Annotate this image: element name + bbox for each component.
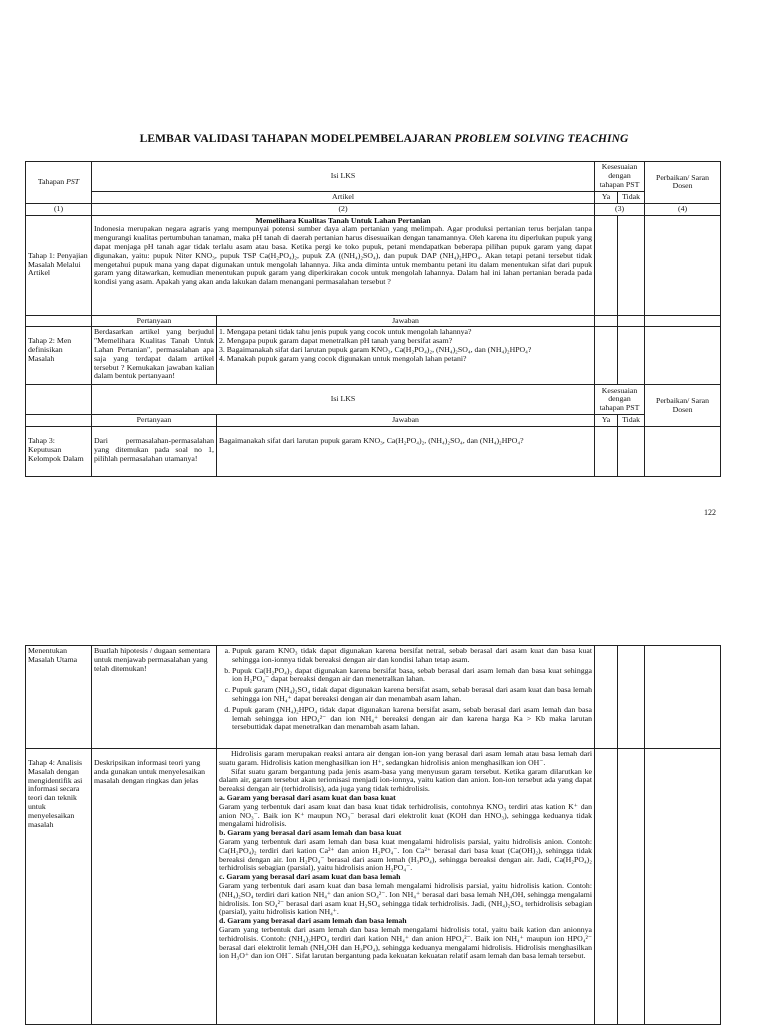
col-number-4: (4) — [645, 203, 721, 215]
tahap1-article — [92, 215, 595, 315]
hypothesis-item: b. Pupuk Ca(H₂PO₄)₂ dapat digunakan karena bersifat basa, sebab berasal dari asam lemah dan basa kuat sehingga ion H₂PO₄⁻ dapat bereaksi dengan air dan menetralkan lahan. — [232, 667, 592, 685]
subheader-jawaban-2: Jawaban — [217, 415, 595, 427]
tahap1-label: Tahap 1: Penyajian Masalah Melalui Artikel — [26, 215, 92, 315]
row2-question: Deskripsikan informasi teori yang anda gunakan untuk menyelesaikan masalah dengan ringkas dan jelas — [92, 749, 217, 1025]
header-tahapan: Tahapan PST — [26, 162, 92, 204]
section-text: Garam yang terbentuk dari asam kuat dan basa lemah mengalami hidrolisis parsial, yaitu hidrolisis kation. Contoh: (NH₄)₂SO₄ terdiri dari kation NH₄⁺ dan anion SO₄²⁻. Ion NH₄⁺ berasal dari basa lemah NH₄OH, sehingga mengalami hidrolisis. Ion SO₄²⁻ berasal dari asam kuat H₂SO₄ sehingga tidak terhidrolisis. Jadi, (NH₄)₂SO₄ terhidrolisis sebagian (parsial), yaitu hidrolisis kation NH₄⁺. — [219, 880, 592, 917]
blank-cell — [618, 315, 645, 327]
header-tidak-2: Tidak — [618, 415, 645, 427]
header-artikel: Artikel — [92, 192, 595, 204]
page-two — [0, 645, 768, 1024]
header-tidak: Tidak — [618, 192, 645, 204]
article-text: Indonesia merupakan negara agraris yang mempunyai potensi sumber daya alam pertanian yang melimpah. Agar produksi pertanian terus berjalan tanpa mengurangi kualitas pertumbuhan tanaman, maka pH tanah di daerah pertanian harus disesuaikan dengan tanamannya. Oleh karena itu diperlukan pupuk yang dapat menjaga pH tanah agar tidak terlalu asam atau basa. Ketika pergi ke toko pupuk, petani mendapatkan beberapa pilihan pupuk garam yang dapat digunakan, yaitu: pupuk Niter KNO₃, pupuk TSP Ca(H₂PO₄)₂, pupuk ZA ((NH₄)₂SO₄), dan pupuk DAP (NH₄)₂HPO₄. Akan tetapi petani tersebut tidak mengetahui pupuk mana yang dapat digunakan untuk mengolah lahannya. Jika anda diminta untuk membantu petani itu dalam menentukan sifat dari pupuk garam yang ditawarkan, kemudian menentukan pupuk garam yang diperkirakan cocok untuk mengolah lahannya. Dalam hal ini lahan pertanian berada pada kondisi yang asam. Apakah yang akan anda lakukan dalam menangani permasalahan tersebut ? — [94, 224, 593, 287]
blank-cell — [645, 315, 721, 327]
col-number-1: (1) — [26, 203, 92, 215]
hypothesis-item: d. Pupuk garam (NH₄)₂HPO₄ tidak dapat digunakan karena bersifat asam, sebab berasal dari asam lemah dan basa lemah sehingga ion HPO₄²⁻ dan ion NH₄⁺ bereaksi dengan air dan karena harga Ka > Kb maka larutan tersebuttidak dapat menetralkan dan menambah asam lahan. — [232, 706, 592, 732]
title-main: LEMBAR VALIDASI TAHAPAN MODELPEMBELAJARAN — [139, 133, 452, 145]
section-text: Garam yang terbentuk dari asam lemah dan basa lemah mengalami hidrolisis total, yaitu baik kation dan anionnya terhidrolisis. Contoh: (NH₄)₂HPO₄ terdiri dari kation NH₄⁺ dan anion HPO₄²⁻. Baik ion NH₄⁺ maupun ion HPO₄²⁻ berasal dari elektrolit lemah (NH₄OH dan H₃PO₄), sehingga keduanya mengalami hidrolisis. Hidrolisis menghasilkan ion H₃O⁺ dan ion OH⁻. Sifat larutan bergantung pada kekuatan kekuatan relatif asam lemah dan basa lemah tersebut. — [219, 924, 592, 961]
blank-cell — [26, 385, 92, 415]
title-italic: PROBLEM SOLVING TEACHING — [454, 133, 629, 145]
theory-intro: Sifat suatu garam bergantung pada jenis asam-basa yang menyusun garam tersebut. Ketika garam dilarutkan ke dalam air, garam tersebut akan terionisasi menjadi ion-ionnya, yaitu kation dan anion. Ion-ion tersebut ada yang dapat bereaksi dengan air (terhidrolisis), ada juga yang tidak terhidrolisis. — [219, 766, 592, 794]
tahap3-tidak — [618, 427, 645, 477]
col-number-2: (2) — [92, 203, 595, 215]
row1-perbaikan — [645, 646, 721, 749]
subheader-pertanyaan-2: Pertanyaan — [92, 415, 217, 427]
document-title — [0, 133, 768, 145]
answer-item: 3. Bagaimanakah sifat dari larutan pupuk garam KNO₃, Ca(H₂PO₄)₂, (NH₄)₂SO₄, dan (NH₄)₂HPO₄? — [219, 344, 532, 354]
tahap1-ya — [595, 215, 618, 315]
header-ya: Ya — [595, 192, 618, 204]
row1-question: Buatlah hipotesis / dugaan sementara untuk menjawab permasalahan yang telah ditemukan! — [92, 646, 217, 749]
tahap1-tidak — [618, 215, 645, 315]
subheader-jawaban: Jawaban — [217, 315, 595, 327]
row1-ya — [595, 646, 618, 749]
tahap3-answer: Bagaimanakah sifat dari larutan pupuk garam KNO₃, Ca(H₂PO₄)₂, (NH₄)₂SO₄, dan (NH₄)₂HPO₄? — [217, 427, 595, 477]
row2-label: Tahap 4: Analisis Masalah dengan mengidentifik asi informasi secara teori dan teknik untuk menyelesaikan masalah — [26, 749, 92, 1025]
theory-intro: Hidrolisis garam merupakan reaksi antara air dengan ion-ion yang berasal dari asam lemah atau basa lemah dari suatu garam. Hidrolisis kation menghasilkan ion H⁺, sedangkan hidrolisis anion menghasilkan ion OH⁻. — [219, 749, 592, 767]
row1-tidak — [618, 646, 645, 749]
section-heading: c. Garam yang berasal dari asam kuat dan basa lemah — [219, 872, 401, 882]
answer-item: 4. Manakah pupuk garam yang cocok digunakan untuk mengolah lahan petani? — [219, 353, 467, 363]
tahap3-question: Dari permasalahan-permasalahan yang ditemukan pada soal no 1, pilihlah permasalahan utamanya! — [92, 427, 217, 477]
tahap1-perbaikan — [645, 215, 721, 315]
section-heading: a. Garam yang berasal dari asam kuat dan basa kuat — [219, 792, 396, 802]
header-kesesuaian: Kesesuaian dengan tahapan PST — [595, 162, 645, 192]
tahap3-perbaikan — [645, 427, 721, 477]
tahap2-label: Tahap 2: Men definisikan Masalah — [26, 327, 92, 385]
blank-cell — [26, 315, 92, 327]
section-heading: b. Garam yang berasal dari asam lemah dan basa kuat — [219, 828, 402, 838]
tahap2-answers — [217, 327, 595, 385]
header-isi-lks: Isi LKS — [92, 162, 595, 192]
header-ya-2: Ya — [595, 415, 618, 427]
col-number-3: (3) — [595, 203, 645, 215]
section-text: Garam yang terbentuk dari asam kuat dan basa kuat tidak terhidrolisis, contohnya KNO₃ terdiri atas kation K⁺ dan anion NO₃⁻. Baik ion K⁺ maupun NO₃⁻ berasal dari elektrolit kuat (KOH dan HNO₃), sehingga keduanya tidak mengalami hidrolisis. — [219, 801, 592, 829]
blank-cell — [595, 315, 618, 327]
tahap3-ya — [595, 427, 618, 477]
row1-label: Menentukan Masalah Utama — [26, 646, 92, 749]
validation-table-page2 — [25, 645, 721, 1025]
header-kesesuaian-2: Kesesuaian dengan tahapan PST — [595, 385, 645, 415]
hypothesis-item: a. Pupuk garam KNO₃ tidak dapat digunakan karena bersifat netral, sebab berasal dari asam kuat dan basa kuat sehingga ion-ionnya tidak bereaksi dengan air dan kondisi lahan tetap asam. — [232, 647, 592, 665]
blank-cell — [26, 415, 92, 427]
subheader-pertanyaan: Pertanyaan — [92, 315, 217, 327]
answer-item: 2. Mengapa pupuk garam dapat menetralkan pH tanah yang bersifat asam? — [219, 336, 453, 346]
hypothesis-item: c. Pupuk garam (NH₄)₂SO₄ tidak dapat digunakan karena bersifat asam, sebab berasal dari asam kuat dan basa lemah sehingga ion NH₄⁺ dapat bereaksi dengan air dan menambah asam lahan. — [232, 686, 592, 704]
article-title: Memelihara Kualitas Tanah Untuk Lahan Pertanian — [255, 215, 431, 225]
section-text: Garam yang terbentuk dari asam lemah dan basa kuat mengalami hidrolisis parsial, yaitu hidrolisis anion. Contoh: Ca(H₂PO₄)₂ terdiri dari kation Ca²⁺ dan anion H₂PO₄⁻. Ion Ca²⁺ berasal dari basa kuat (Ca(OH)₂), sehingga tidak bereaksi dengan air. Ion H₂PO₄⁻ berasal dari asam lemah (H₃PO₄), sehingga bereaksi dengan air. Jadi, Ca(H₂PO₄)₂ terhidrolisis sebagian (parsial), yaitu hidrolisis anion H₂PO₄⁻. — [219, 836, 592, 873]
tahap2-tidak — [618, 327, 645, 385]
page-number: 122 — [704, 508, 716, 517]
row1-hypotheses — [217, 646, 595, 749]
row2-ya — [595, 749, 618, 1025]
header-perbaikan-2: Perbaikan/ Saran Dosen — [645, 385, 721, 427]
validation-table-page1 — [25, 161, 721, 477]
tahap2-question: Berdasarkan artikel yang berjudul "Memelihara Kualitas Tanah Untuk Lahan Pertanian", permasalahan apa saja yang terdapat dalam artikel tersebut ? Kemukakan jawaban kalian dalam bentuk pertanyaan! — [92, 327, 217, 385]
row2-tidak — [618, 749, 645, 1025]
answer-item: 1. Mengapa petani tidak tahu jenis pupuk yang cocok untuk mengolah lahannya? — [219, 327, 472, 337]
row2-theory — [217, 749, 595, 1025]
tahap2-perbaikan — [645, 327, 721, 385]
header-perbaikan: Perbaikan/ Saran Dosen — [645, 162, 721, 204]
tahap2-ya — [595, 327, 618, 385]
tahap3-label: Tahap 3: Keputusan Kelompok Dalam — [26, 427, 92, 477]
row2-perbaikan — [645, 749, 721, 1025]
section-heading: d. Garam yang berasal dari asam lemah dan basa lemah — [219, 916, 407, 926]
header-isi-lks-2: Isi LKS — [92, 385, 595, 415]
